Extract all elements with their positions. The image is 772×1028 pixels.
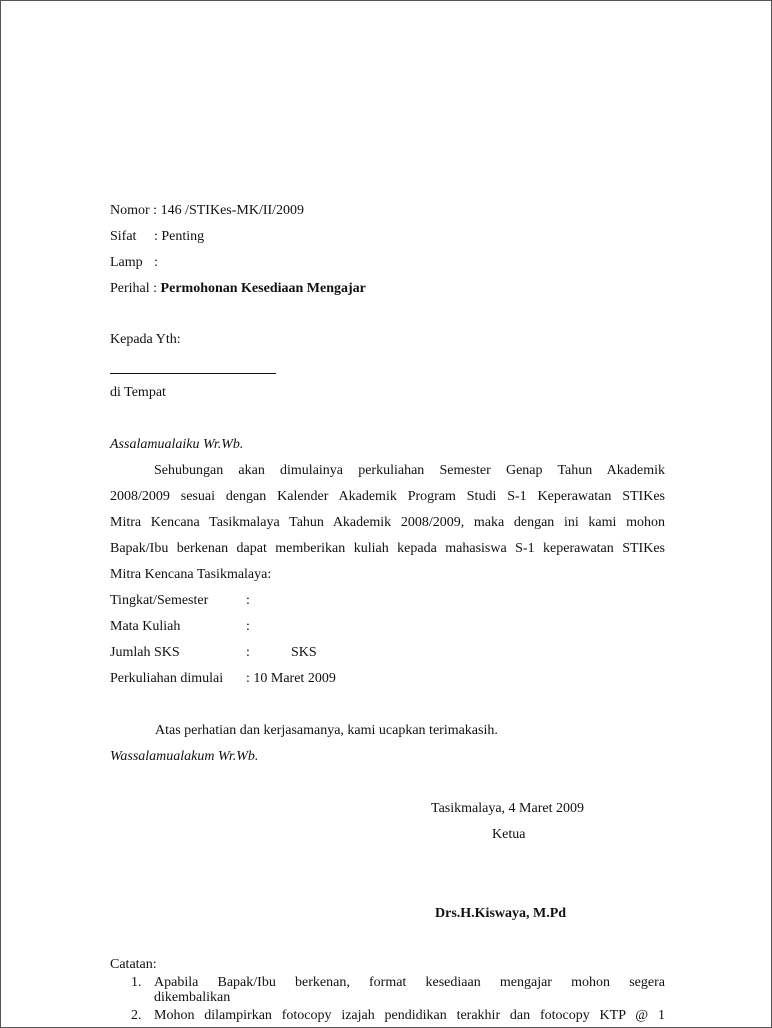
nomor-value: 146 /STIKes-MK/II/2009 — [160, 203, 305, 218]
detail-label: Jumlah SKS — [110, 645, 180, 660]
detail-row — [110, 593, 250, 609]
note-number: 1. — [131, 975, 142, 990]
sifat-line — [110, 229, 204, 245]
place-date: Tasikmalaya, 4 Maret 2009 — [431, 801, 584, 816]
note-item-line: Apabila Bapak/Ibu berkenan, format kesediaan mengajar mohon segera — [154, 975, 665, 990]
lamp-value: : — [154, 255, 158, 270]
body-line-2: 2008/2009 sesuai dengan Kalender Akademik Program Studi S-1 Keperawatan STIKes — [110, 489, 665, 504]
closing-salutation: Wassalamualakum Wr.Wb. — [110, 749, 259, 764]
body-line-1: Sehubungan akan dimulainya perkuliahan Semester Genap Tahun Akademik — [154, 463, 665, 478]
detail-label: Mata Kuliah — [110, 619, 181, 634]
sifat-label: Sifat — [110, 229, 137, 244]
signatory-name: Drs.H.Kiswaya, M.Pd — [435, 906, 567, 921]
lamp-line — [110, 255, 158, 271]
sifat-value: : Penting — [154, 229, 205, 244]
kepada-line: Kepada Yth: — [110, 332, 181, 347]
perihal-label: Perihal : — [110, 281, 158, 296]
signatory-role: Ketua — [492, 827, 526, 842]
body-line-4: Bapak/Ibu berkenan dapat memberikan kuliah kepada mahasiswa S-1 keperawatan STIKes — [110, 541, 665, 556]
detail-label: Perkuliahan dimulai — [110, 671, 224, 686]
detail-row — [110, 671, 336, 687]
note-item-line: dikembalikan — [154, 990, 231, 1005]
detail-row — [110, 645, 317, 661]
lamp-label: Lamp — [110, 255, 143, 270]
closing-thanks: Atas perhatian dan kerjasamanya, kami ucapkan terimakasih. — [155, 723, 498, 738]
detail-separator: : 10 Maret 2009 — [246, 671, 336, 686]
nomor-line — [110, 203, 304, 219]
recipient-blank-line — [110, 373, 276, 374]
note-item-line: Mohon dilampirkan fotocopy izajah pendidikan terakhir dan fotocopy KTP @ 1 — [154, 1008, 665, 1023]
detail-label: Tingkat/Semester — [110, 593, 209, 608]
perihal-line — [110, 281, 366, 297]
opening-salutation: Assalamualaiku Wr.Wb. — [110, 437, 244, 452]
detail-value: SKS — [291, 645, 317, 660]
detail-row — [110, 619, 250, 635]
detail-separator: : — [246, 593, 250, 608]
perihal-value: Permohonan Kesediaan Mengajar — [160, 281, 366, 296]
nomor-label: Nomor : — [110, 203, 158, 218]
body-line-5: Mitra Kencana Tasikmalaya: — [110, 567, 272, 582]
body-line-3: Mitra Kencana Tasikmalaya Tahun Akademik 2008/2009, maka dengan ini kami mohon — [110, 515, 665, 530]
notes-title: Catatan: — [110, 957, 157, 972]
detail-separator: : — [246, 645, 250, 660]
detail-separator: : — [246, 619, 250, 634]
note-number: 2. — [131, 1008, 142, 1023]
tempat-line: di Tempat — [110, 385, 166, 400]
